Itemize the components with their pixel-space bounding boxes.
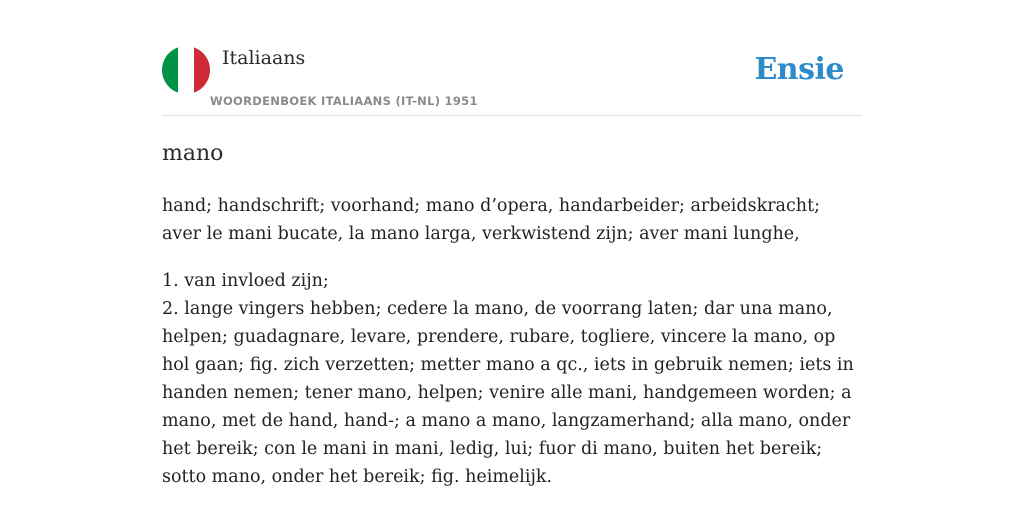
definition-senses: [162, 267, 862, 491]
definition-intro: hand; handschrift; voorhand; mano d’opera, handarbeider; arbeidskracht; aver le mani bucate, la mano larga, verkwistend zijn; aver mani lunghe,: [162, 196, 820, 244]
sense-item: 2. lange vingers hebben; cedere la mano, de voorrang laten; dar una mano, helpen; guadagnare, levare, prendere, rubare, togliere, vincere la mano, op hol gaan; fig. zich verzetten; metter mano a qc., iets in gebruik nemen; iets in handen nemen; tener mano, helpen; venire alle mani, handgemeen worden; a mano, met de hand, hand-; a mano a mano, langzamerhand; alla mano, onder het bereik; con le mani in mani, ledig, lui; fuor di mano, buiten het bereik; sotto mano, onder het bereik; fig. heimelijk.: [162, 299, 854, 487]
italian-flag-icon: [162, 46, 210, 94]
ensie-logo-link[interactable]: Ensie: [754, 52, 844, 87]
flag-stripe-white: [178, 46, 194, 94]
language-label[interactable]: Italiaans: [222, 47, 306, 69]
sense-item: 1. van invloed zijn;: [162, 271, 329, 291]
flag-stripe-green: [162, 46, 178, 94]
dictionary-name[interactable]: WOORDENBOEK ITALIAANS (IT-NL) 1951: [210, 94, 478, 108]
dictionary-header: [162, 42, 862, 116]
flag-stripe-red: [194, 46, 210, 94]
headword-title: mano: [162, 141, 224, 166]
